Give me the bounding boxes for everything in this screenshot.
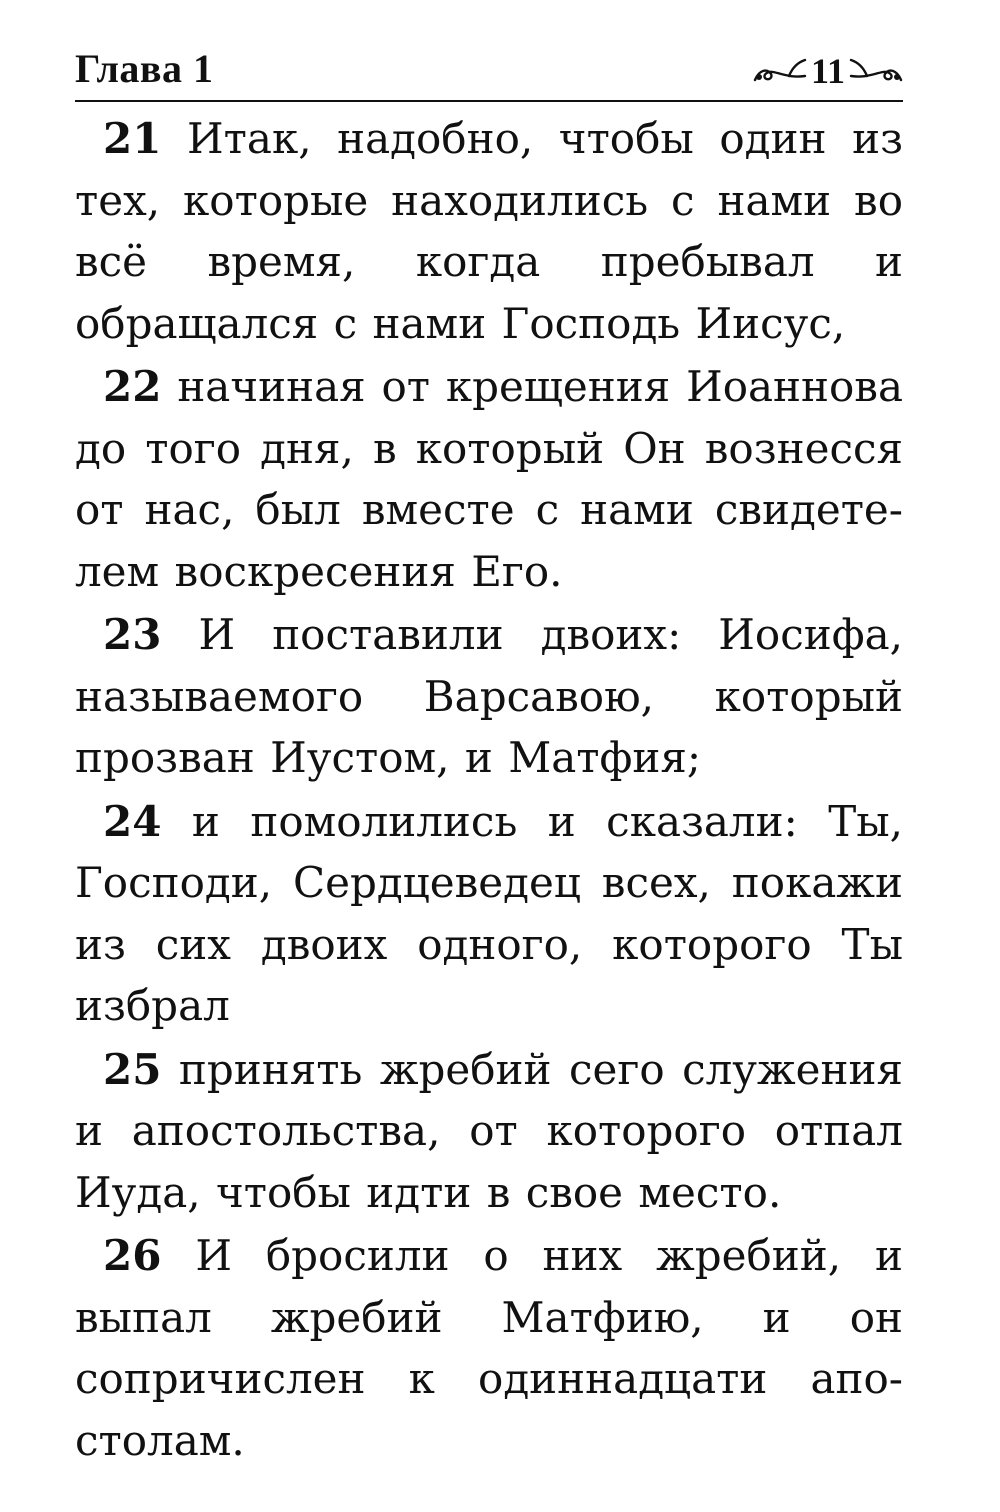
verse-text: И поставили двоих: Иосифа, называемого Варсавою, который прозван Иустом, и Матфия; xyxy=(75,610,903,782)
page-number-block xyxy=(753,48,903,94)
verse-22 xyxy=(75,356,903,602)
verse-number: 26 xyxy=(103,1231,162,1280)
verse-25 xyxy=(75,1039,903,1224)
verse-number: 21 xyxy=(103,114,162,163)
verse-text: И бросили о них жребий, и выпал жребий Матфию, и он сопричислен к одиннадцати апостолам. xyxy=(75,1231,903,1465)
verse-23 xyxy=(75,604,903,789)
verse-24 xyxy=(75,791,903,1037)
verse-text: начиная от крещения Иоаннова до того дня, в который Он вознесся от нас, был вместе с нами свидетелем воскресения Его. xyxy=(75,362,903,596)
page-number: 11 xyxy=(810,51,845,91)
verse-number: 25 xyxy=(103,1044,162,1094)
scripture-text xyxy=(75,102,903,1471)
left-flourish-icon xyxy=(753,56,807,86)
verse-text: и помолились и сказали: Ты, Господи, Сердцеведец всех, покажи из сих двоих одного, которого Ты избрал xyxy=(75,796,903,1030)
verse-text: принять жребий сего служения и апостольства, от которого отпал Иуда, чтобы идти в свое место. xyxy=(75,1044,903,1217)
chapter-title: Глава 1 xyxy=(75,46,214,91)
right-flourish-icon xyxy=(849,56,903,86)
verse-number: 24 xyxy=(103,796,162,846)
book-page xyxy=(75,42,903,1473)
verse-21 xyxy=(75,108,903,354)
verse-text: Итак, надобно, чтобы один из тех, которые находились с нами во всё время, когда пребывал и обращался с нами Господь Иисус, xyxy=(75,114,903,348)
running-header xyxy=(75,42,903,102)
verse-number: 23 xyxy=(103,610,162,659)
verse-number: 22 xyxy=(103,362,162,411)
verse-26 xyxy=(75,1225,903,1471)
